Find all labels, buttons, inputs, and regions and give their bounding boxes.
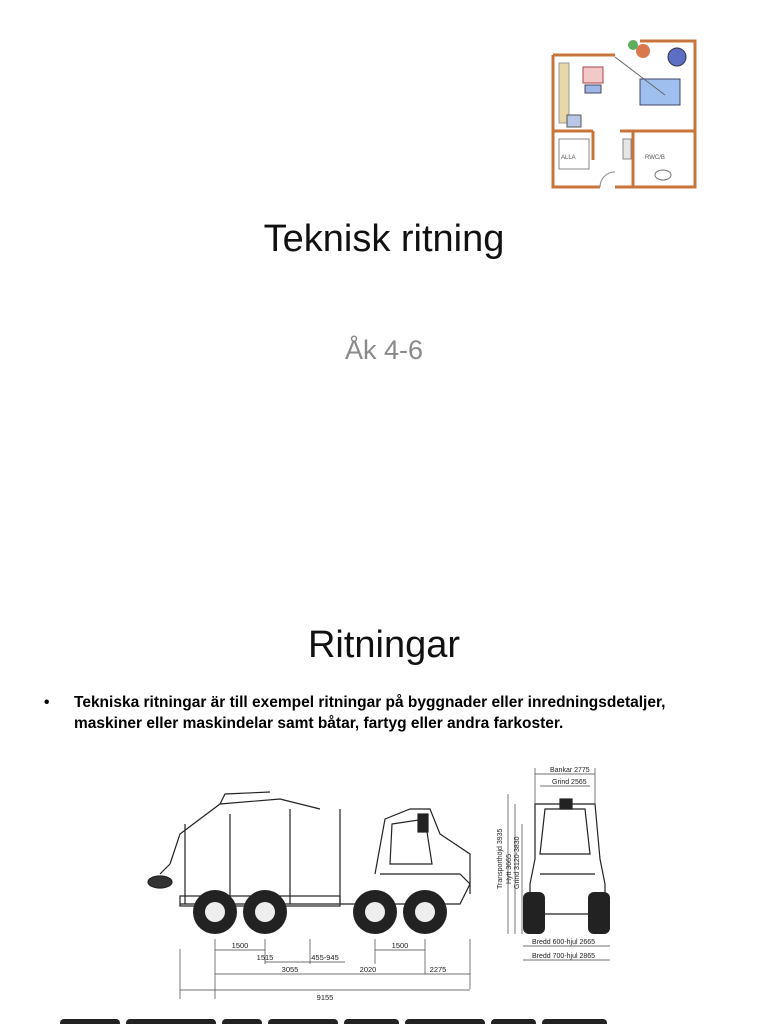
- dim-front-bottom1: Bredd 600-hjul 2665: [532, 939, 596, 946]
- content-slide: [0, 576, 768, 1024]
- floorplan-label-2: RWC/B: [645, 155, 665, 161]
- bullet-text: Tekniska ritningar är till exempel ritningar på byggnader eller inredningsdetaljer, maskiner eller maskindelar samt båtar, fartyg eller andra farkoster.: [74, 694, 666, 732]
- truncated-text-line: [60, 1014, 700, 1024]
- slide-subtitle: Åk 4-6: [344, 335, 424, 365]
- dim-side-7: 2275: [429, 965, 447, 974]
- bullet-marker: •: [44, 694, 50, 711]
- dim-side-6: 2020: [359, 965, 377, 974]
- dim-front-top2: Grind 2565: [552, 779, 587, 786]
- dim-side-5: 3055: [281, 965, 299, 974]
- dim-front-vert1: Transporthöjd 3935: [497, 828, 504, 889]
- dim-side-2: 1515: [256, 953, 274, 962]
- slide-title: Teknisk ritning: [263, 218, 505, 260]
- floorplan-drawing: [545, 35, 705, 193]
- dim-front-top1: Bankar 2775: [550, 767, 590, 774]
- dim-side-4: 1500: [391, 941, 409, 950]
- dim-side-8: 9155: [316, 993, 334, 1002]
- dim-side-3: 455-945: [311, 953, 339, 962]
- slide-title: Ritningar: [307, 624, 461, 666]
- dim-front-vert3: Grind 3120-3830: [514, 836, 521, 889]
- dim-front-vert2: Hytt 3665: [506, 854, 513, 884]
- dim-side-1: 1500: [231, 941, 249, 950]
- forwarder-technical-drawing: [140, 764, 630, 1004]
- dim-front-bottom2: Bredd 700-hjul 2865: [532, 953, 596, 960]
- floorplan-label-1: ALLA: [561, 155, 576, 161]
